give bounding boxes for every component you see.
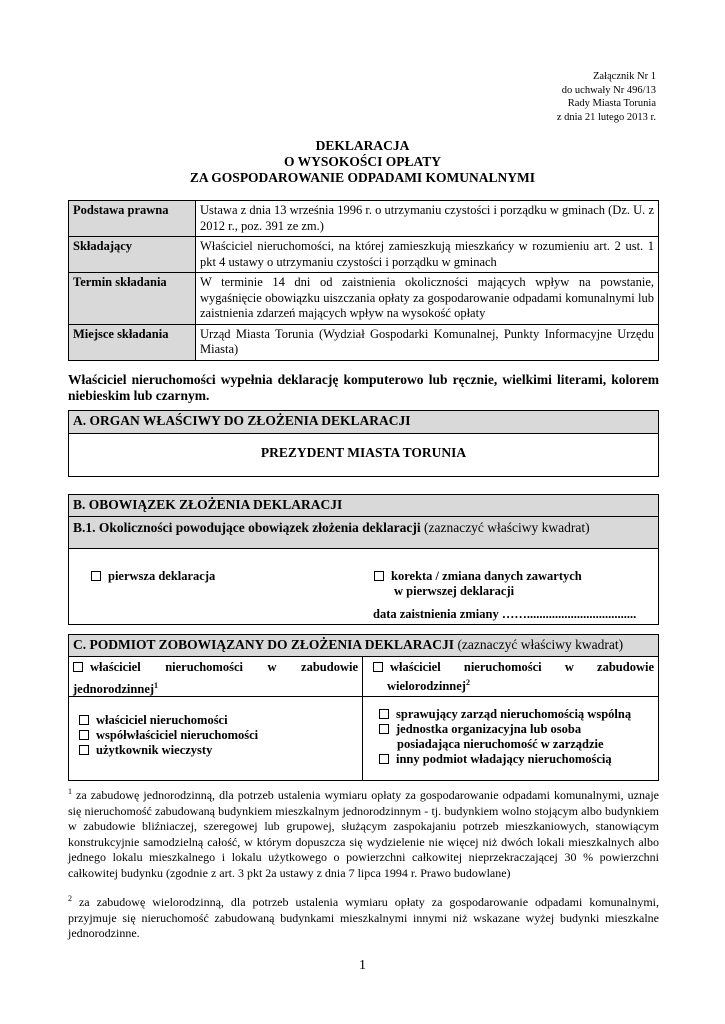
type-label: właściciel nieruchomości w zabudowie xyxy=(90,660,358,674)
option-label: sprawujący zarząd nieruchomością wspólną xyxy=(396,707,632,721)
option-label: inny podmiot władający nieruchomością xyxy=(396,752,612,766)
option-label-line2: w pierwszej deklaracji xyxy=(394,584,515,598)
option-owner[interactable] xyxy=(69,697,362,728)
row-label: Podstawa prawna xyxy=(69,201,196,237)
option-other-entity[interactable] xyxy=(363,752,658,767)
option-label: pierwsza deklaracja xyxy=(108,569,216,583)
document-title xyxy=(0,138,725,186)
authority-name: PREZYDENT MIASTA TORUNIA xyxy=(260,445,467,460)
section-c-title: C. PODMIOT ZOBOWIĄZANY DO ZŁOŻENIA DEKLARACJI xyxy=(73,637,455,652)
attachment-line-1: Załącznik Nr 1 xyxy=(593,71,656,82)
option-label: użytkownik wieczysty xyxy=(96,743,213,757)
section-a xyxy=(68,410,659,477)
checkbox[interactable] xyxy=(79,730,89,740)
type-single-family[interactable] xyxy=(69,657,363,697)
option-label: jednostka organizacyjna lub osoba xyxy=(396,722,582,736)
change-date-field[interactable]: data zaistnienia zmiany ……................................... xyxy=(373,607,637,621)
type-label-line2: jednorodzinnej xyxy=(73,682,155,697)
row-label: Termin składania xyxy=(69,273,196,325)
owner-type-left xyxy=(69,697,363,780)
footnote-text: za zabudowę wielorodzinną, dla potrzeb ustalenia wymiaru opłaty za gospodarowanie odpadami komunalnymi, przyjmuje się nieruchomość zabudowaną budynkami mieszkalnymi innymi niż wskazane wyżej budynki mieszkalne jednorodzinne. xyxy=(68,895,659,940)
option-correction[interactable] xyxy=(374,569,654,599)
footnote-2 xyxy=(68,891,659,942)
checkbox[interactable] xyxy=(73,662,83,672)
title-line-3: ZA GOSPODAROWANIE ODPADAMI KOMUNALNYMI xyxy=(189,170,536,185)
type-label-line2: wielorodzinnej xyxy=(387,679,466,694)
footnote-number: 1 xyxy=(68,787,72,796)
checkbox[interactable] xyxy=(379,754,389,764)
title-line-1: DEKLARACJA xyxy=(315,138,410,153)
footnote-ref: 2 xyxy=(465,678,470,687)
section-b1-hint: (zaznaczyć właściwy kwadrat) xyxy=(420,520,590,535)
owner-type-right xyxy=(363,697,658,780)
row-text: W terminie 14 dni od zaistnienia okoliczności mających wpływ na powstanie, wygaśnięcie obowiązku uiszczania opłaty za gospodarowanie odpadami komunalnymi lub zaistnienia zdarzeń mających wpływ na wysokość opłaty xyxy=(196,273,659,325)
table-row xyxy=(69,201,659,237)
checkbox[interactable] xyxy=(374,571,384,581)
section-b1-title: B.1. Okoliczności powodujące obowiązek złożenia deklaracji xyxy=(73,520,421,535)
row-text: Właściciel nieruchomości, na której zamieszkują mieszkańcy w rozumieniu art. 2 ust. 1 pkt 4 ustawy o utrzymaniu czystości i porządku w gminach xyxy=(196,237,659,273)
option-organization[interactable] xyxy=(363,722,658,737)
info-table xyxy=(68,200,659,361)
attachment-line-3: Rady Miasta Torunia xyxy=(567,98,656,109)
checkbox[interactable] xyxy=(373,662,383,672)
checkbox[interactable] xyxy=(79,715,89,725)
footnote-ref: 1 xyxy=(154,681,159,690)
section-b1-header xyxy=(69,517,658,549)
section-b-header: B. OBOWIĄZEK ZŁOŻENIA DEKLARACJI xyxy=(69,495,658,517)
option-co-owner[interactable] xyxy=(69,728,362,743)
checkbox[interactable] xyxy=(379,724,389,734)
page-number: 1 xyxy=(359,958,366,973)
table-row xyxy=(69,324,659,360)
row-label: Miejsce składania xyxy=(69,324,196,360)
fill-instruction: Właściciel nieruchomości wypełnia deklarację komputerowo lub ręcznie, wielkimi literami, kolorem niebieskim lub czarnym. xyxy=(68,372,659,403)
option-label: właściciel nieruchomości xyxy=(96,713,228,727)
section-c-hint: (zaznaczyć właściwy kwadrat) xyxy=(454,637,624,652)
attachment-note xyxy=(456,70,656,124)
table-row xyxy=(69,273,659,325)
attachment-line-4: z dnia 21 lutego 2013 r. xyxy=(556,111,656,123)
section-c-header xyxy=(69,635,658,657)
title-line-2: O WYSOKOŚCI OPŁATY xyxy=(283,154,442,169)
row-label: Składający xyxy=(69,237,196,273)
option-label-line2: posiadająca nieruchomość w zarządzie xyxy=(397,737,604,751)
footnote-1 xyxy=(68,784,659,881)
section-c xyxy=(68,634,659,781)
footnote-number: 2 xyxy=(68,894,72,903)
option-perpetual-user[interactable] xyxy=(69,743,362,758)
section-a-header: A. ORGAN WŁAŚCIWY DO ZŁOŻENIA DEKLARACJI xyxy=(69,411,658,434)
type-multi-family[interactable] xyxy=(363,657,658,697)
footnote-text: za zabudowę jednorodzinną, dla potrzeb ustalenia wymiaru opłaty za gospodarowanie odpadami komunalnymi, uznaje się nieruchomość zabudowaną budynkiem mieszkalnym jednorodzinnym - tj. budynkiem wolno stojącym albo budynkiem w zabudowie bliźniaczej, szeregowej lub grupowej, służącym zaspokajaniu potrzeb mieszkaniowych, stanowiącym konstrukcyjnie samodzielną całość, w którym dopuszcza się wydzielenie nie więcej niż dwóch lokali mieszkalnych albo jednego lokalu mieszkalnego i lokalu użytkowego o powierzchni całkowitej nieprzekraczającej 30 % powierzchni całkowitej budynku (zgodnie z art. 3 pkt 2a ustawy z dnia 7 lipca 1994 r. Prawo budowlane) xyxy=(68,788,659,880)
option-label: korekta / zmiana danych zawartych xyxy=(391,569,582,583)
checkbox[interactable] xyxy=(379,709,389,719)
type-label: właściciel nieruchomości w zabudowie xyxy=(390,660,654,674)
attachment-line-2: do uchwały Nr 496/13 xyxy=(561,84,656,96)
row-text: Urząd Miasta Torunia (Wydział Gospodarki Komunalnej, Punkty Informacyjne Urzędu Miasta) xyxy=(196,324,659,360)
option-common-manager[interactable] xyxy=(363,697,658,722)
checkbox[interactable] xyxy=(91,571,101,581)
table-row xyxy=(69,237,659,273)
checkbox[interactable] xyxy=(79,745,89,755)
option-first-declaration[interactable] xyxy=(91,569,215,584)
section-b xyxy=(68,494,659,625)
option-label: współwłaściciel nieruchomości xyxy=(96,728,259,742)
row-text: Ustawa z dnia 13 września 1996 r. o utrzymaniu czystości i porządku w gminach (Dz. U. z 2012 r., poz. 391 ze zm.) xyxy=(196,201,659,237)
